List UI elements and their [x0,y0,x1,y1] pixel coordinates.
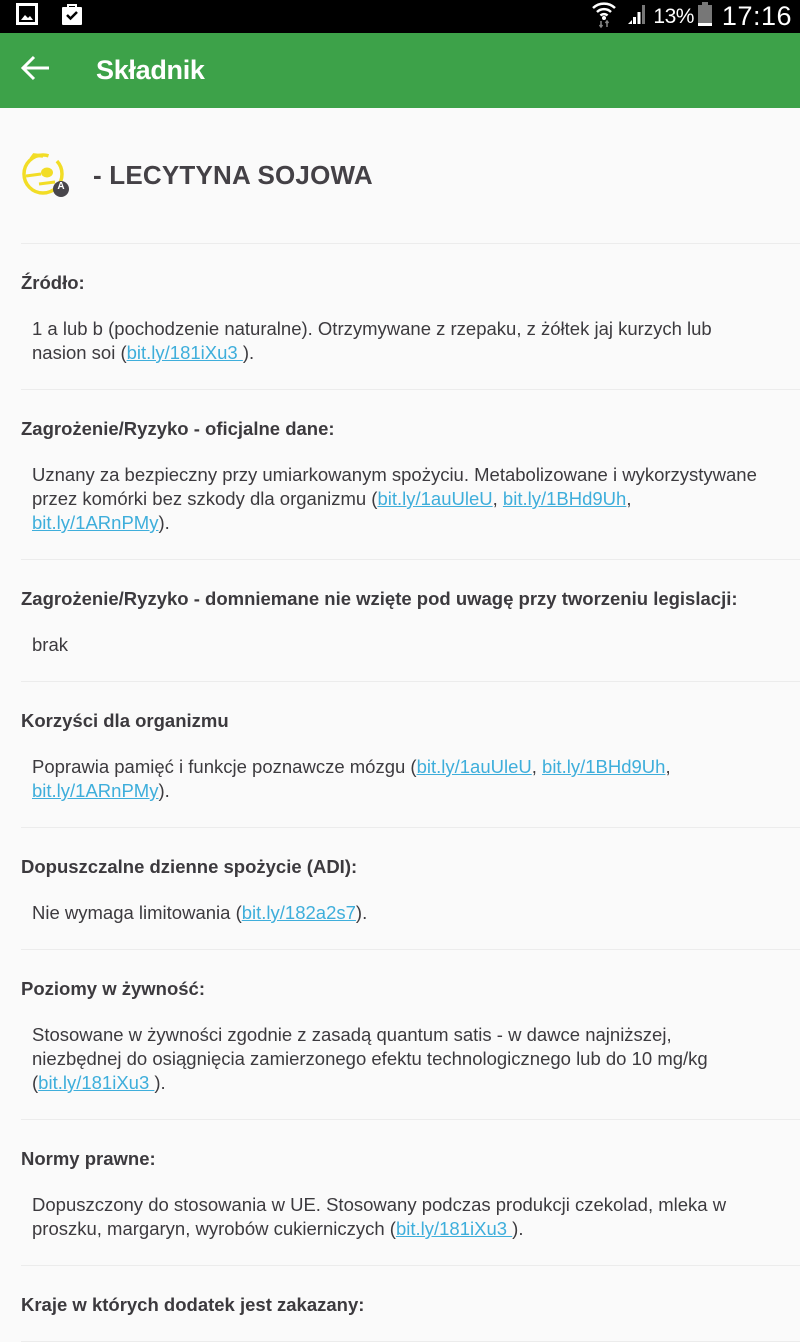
body-text: ). [158,780,170,801]
section-title: Poziomy w żywność: [21,978,206,999]
info-section [21,682,800,828]
body-text: , [665,756,671,777]
info-section [21,244,800,390]
source-link[interactable]: bit.ly/181iXu3 [395,1218,513,1239]
section-body [21,755,800,803]
clipboard-check-icon [60,2,84,31]
status-bar [0,0,800,33]
additive-badge: A [57,180,65,192]
ingredient-name: - LECYTYNA SOJOWA [93,160,373,190]
source-link[interactable]: bit.ly/1ARnPMy [32,512,159,533]
body-text: ). [242,342,255,363]
section-body [21,1193,800,1241]
section-title: Normy prawne: [21,1148,156,1169]
ingredient-header [21,108,800,244]
section-body [21,901,800,925]
body-text: ). [355,902,368,923]
source-link[interactable]: bit.ly/1BHd9Uh [542,756,666,777]
page-title: Składnik [96,55,205,85]
food-additive-icon [21,149,73,201]
body-text: ). [512,1218,524,1239]
section-title: Korzyści dla organizmu [21,710,229,731]
body-text: Nie wymaga limitowania ( [32,902,242,923]
info-section [21,1120,800,1266]
wifi-icon [591,0,617,33]
section-title: Zagrożenie/Ryzyko - domniemane nie wzięte pod uwagę przy tworzeniu legislacji: [21,588,738,609]
gallery-icon [16,3,38,30]
ingredient-details[interactable] [0,108,800,1342]
info-section [21,390,800,560]
source-link[interactable]: bit.ly/1BHd9Uh [502,488,627,509]
body-text: brak [32,634,68,655]
source-link[interactable]: bit.ly/182a2s7 [241,902,356,923]
source-link[interactable]: bit.ly/1ARnPMy [32,780,159,801]
section-body [21,317,800,365]
section-body [21,1023,800,1095]
body-text: , [626,488,632,509]
body-text: Uznany za bezpieczny przy umiarkowanym spożyciu. Metabolizowane i wykorzystywane przez komórki bez szkody dla organizmu ( [32,464,757,509]
info-section [21,560,800,682]
body-text: ). [154,1072,166,1093]
battery-percent: 13% [653,4,694,28]
body-text: 1 a lub b (pochodzenie naturalne). Otrzymywane z rzepaku, z żółtek jaj kurzych lub nasion soi ( [32,318,712,363]
battery-icon [698,2,712,31]
arrow-left-icon [21,55,51,86]
section-title: Kraje w których dodatek jest zakazany: [21,1294,365,1315]
source-link[interactable]: bit.ly/181iXu3 [126,342,243,363]
body-text: Dopuszczony do stosowania w UE. Stosowany podczas produkcji czekolad, mleka w proszku, margaryn, wyrobów cukierniczych ( [32,1194,727,1239]
section-body [21,633,800,657]
body-text: ). [158,512,170,533]
signal-icon [627,3,649,30]
source-link[interactable]: bit.ly/1auUleU [377,488,493,509]
body-text: Poprawia pamięć i funkcje poznawcze mózgu ( [32,756,417,777]
app-bar [0,33,800,108]
section-title: Źródło: [21,272,85,293]
source-link[interactable]: bit.ly/1auUleU [416,756,532,777]
body-text: , [492,488,503,509]
section-title: Zagrożenie/Ryzyko - oficjalne dane: [21,418,335,439]
info-section [21,828,800,950]
section-body [21,463,800,535]
sections-list [0,244,800,1342]
info-section [21,950,800,1120]
back-button[interactable] [0,33,72,108]
section-title: Dopuszczalne dzienne spożycie (ADI): [21,856,358,877]
clock: 17:16 [721,1,792,31]
info-section [21,1266,800,1342]
body-text: Stosowane w żywności zgodnie z zasadą quantum satis - w dawce najniższej, niezbędnej do osiągnięcia zamierzonego efektu technologicznego lub do 10 mg/kg ( [32,1024,708,1093]
body-text: , [531,756,543,777]
source-link[interactable]: bit.ly/181iXu3 [38,1072,155,1093]
